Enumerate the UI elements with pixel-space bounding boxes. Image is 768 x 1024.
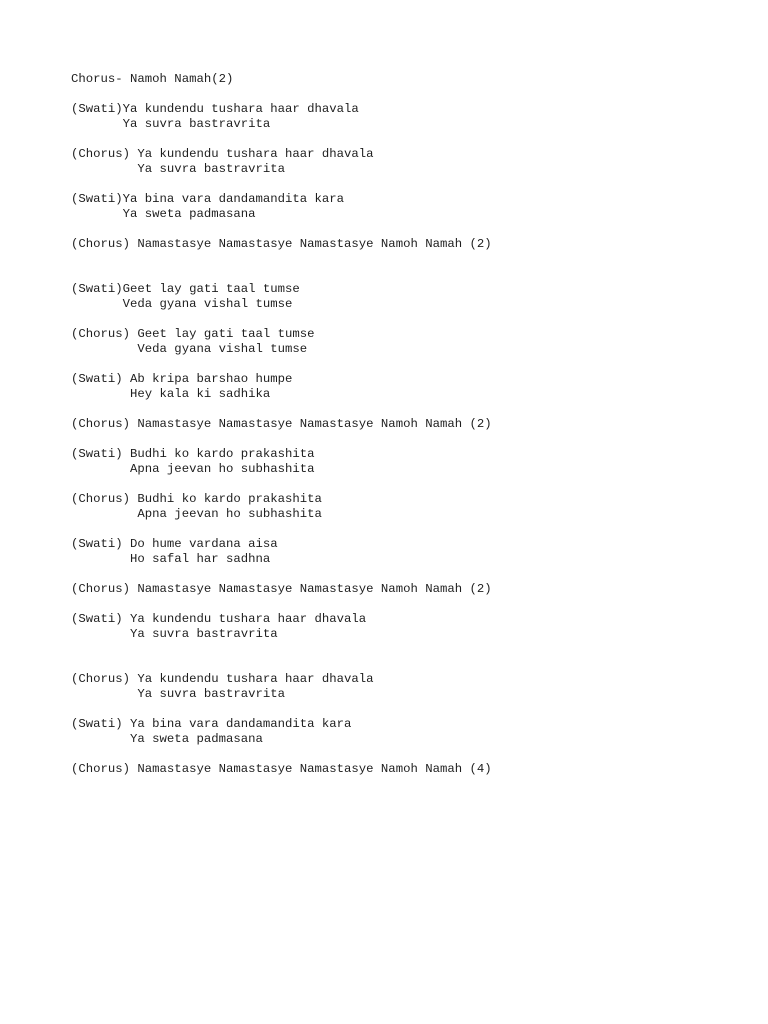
blank-line (71, 402, 751, 417)
lyric-line: Ya suvra bastravrita (71, 117, 271, 131)
blank-line (71, 177, 751, 192)
lyric-line: (Chorus) Namastasye Namastasye Namastasye Namoh Namah (4) (71, 762, 492, 776)
lyric-line: (Chorus) Ya kundendu tushara haar dhavala (71, 672, 374, 686)
blank-line (71, 657, 751, 672)
blank-line (71, 477, 751, 492)
blank-line (71, 597, 751, 612)
blank-line (71, 357, 751, 372)
lyric-line: Veda gyana vishal tumse (71, 297, 293, 311)
lyric-line: (Chorus) Budhi ko kardo prakashita (71, 492, 322, 506)
lyric-line: (Swati) Do hume vardana aisa (71, 537, 278, 551)
lyric-line: Ya sweta padmasana (71, 732, 263, 746)
lyric-line: Chorus- Namoh Namah(2) (71, 72, 234, 86)
lyric-line: (Chorus) Namastasye Namastasye Namastasye Namoh Namah (2) (71, 417, 492, 431)
lyric-line: (Swati)Ya kundendu tushara haar dhavala (71, 102, 359, 116)
blank-line (71, 252, 751, 267)
blank-line (71, 747, 751, 762)
lyrics-document (71, 72, 751, 777)
blank-line (71, 87, 751, 102)
blank-line (71, 312, 751, 327)
lyric-line: Ya suvra bastravrita (71, 627, 278, 641)
lyric-line: (Swati)Ya bina vara dandamandita kara (71, 192, 345, 206)
lyric-line: (Chorus) Geet lay gati taal tumse (71, 327, 315, 341)
lyric-line: (Swati) Ya bina vara dandamandita kara (71, 717, 352, 731)
lyric-line: Apna jeevan ho subhashita (71, 507, 322, 521)
lyric-line: (Swati) Ab kripa barshao humpe (71, 372, 293, 386)
lyric-line: (Swati) Ya kundendu tushara haar dhavala (71, 612, 367, 626)
blank-line (71, 702, 751, 717)
lyric-line: Veda gyana vishal tumse (71, 342, 308, 356)
lyric-line: (Chorus) Ya kundendu tushara haar dhavala (71, 147, 374, 161)
blank-line (71, 267, 751, 282)
lyric-line: Ya suvra bastravrita (71, 687, 286, 701)
lyric-line: Ho safal har sadhna (71, 552, 271, 566)
lyric-line: Ya sweta padmasana (71, 207, 256, 221)
blank-line (71, 432, 751, 447)
lyric-line: Hey kala ki sadhika (71, 387, 271, 401)
blank-line (71, 642, 751, 657)
lyric-line: Ya suvra bastravrita (71, 162, 286, 176)
lyric-line: (Swati)Geet lay gati taal tumse (71, 282, 300, 296)
lyric-line: (Chorus) Namastasye Namastasye Namastasye Namoh Namah (2) (71, 582, 492, 596)
blank-line (71, 567, 751, 582)
lyric-line: Apna jeevan ho subhashita (71, 462, 315, 476)
blank-line (71, 132, 751, 147)
lyric-line: (Swati) Budhi ko kardo prakashita (71, 447, 315, 461)
blank-line (71, 222, 751, 237)
lyric-line: (Chorus) Namastasye Namastasye Namastasye Namoh Namah (2) (71, 237, 492, 251)
blank-line (71, 522, 751, 537)
